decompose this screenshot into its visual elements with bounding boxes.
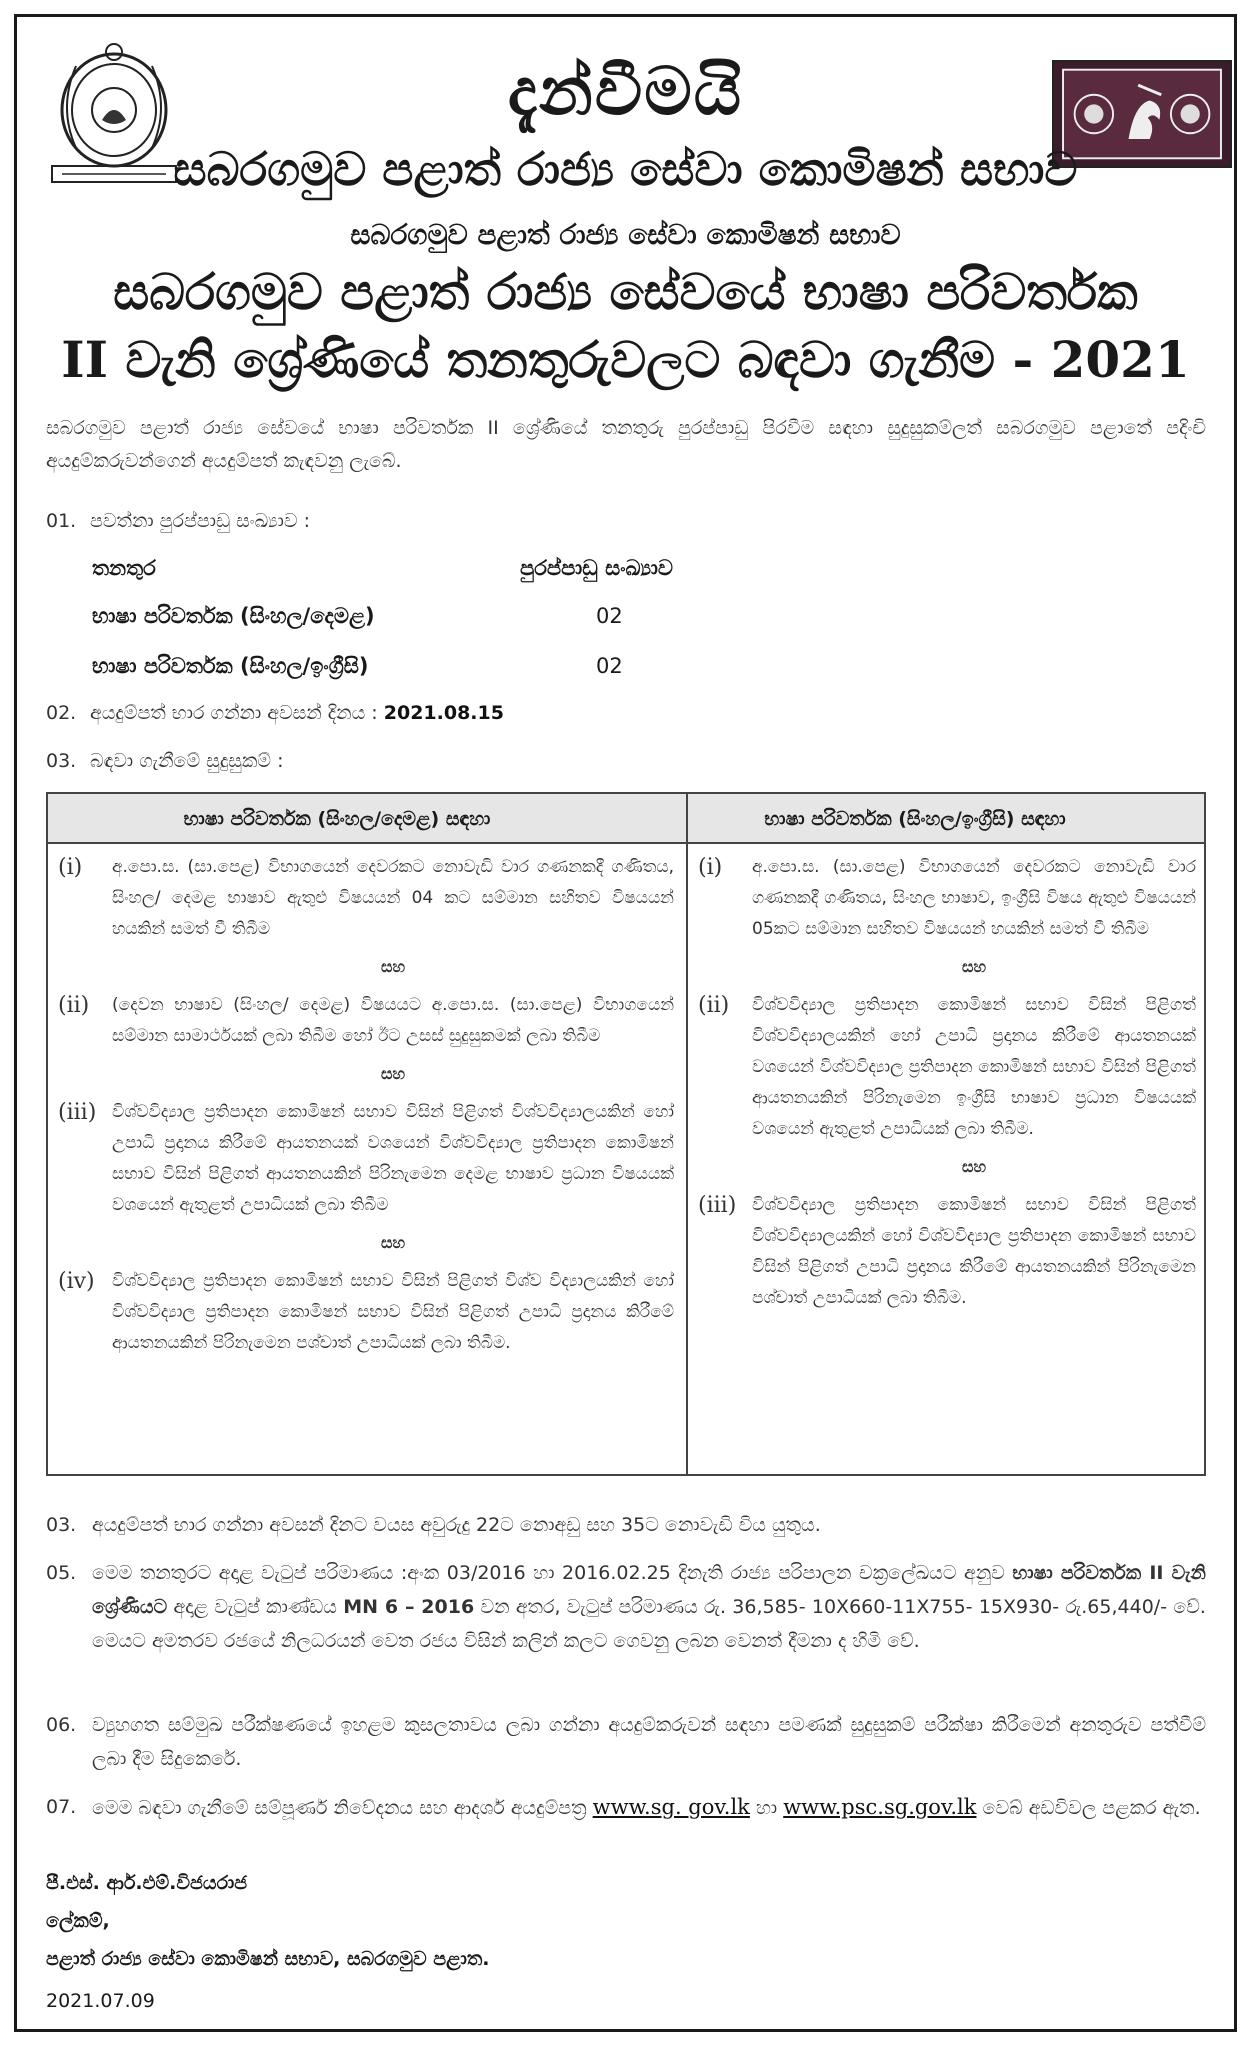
section-03-age: 03. අයදුම්පත් භාර ගන්නා අවසන් දිනට වයස අවුරුදු 22ට නොඅඩු සහ 35ට නොවැඩි විය යුතුය. [46, 1514, 821, 1536]
website-link-psc[interactable]: www.psc.sg.gov.lk [783, 1795, 977, 1819]
column-divider [686, 794, 688, 1474]
section-07-website: 07. මෙම බඳවා ගැනීමේ සම්පූර්ණ නිවේදනය සහ ආදර්ශ අයදුම්පත්‍ර www.sg. gov.lk හා www.psc.sg.gov.lk වෙබ් අඩවිවල පළකර ඇත. [46, 1795, 1201, 1819]
english-translator-requirements [698, 852, 1196, 1320]
and-separator: සහ [961, 957, 987, 976]
vacancy-row-1-count: 02 [596, 604, 623, 628]
heading-line-1: සබරගමුව පළාත් රාජ්‍ය සේවයේ භාෂා පරිවර්තක [113, 262, 1138, 321]
signatory-title: ලේකම්, [46, 1910, 110, 1932]
signatory-organization: පළාත් රාජ්‍ය සේවා කොමිෂන් සභාව, සබරගමුව පළාත. [46, 1948, 490, 1970]
salary-post-name: භාෂා පරිවර්තක II වැනි ශ්‍රේණියට [92, 1562, 1206, 1618]
vacancy-row-2-post: භාෂා පරිවර්තක (සිංහල/ඉංග්‍රීසි) [92, 654, 369, 678]
qualifications-table [46, 792, 1206, 1476]
requirement-item: (i) අ.පො.ස. (සා.පෙළ) විභාගයෙන් දෙවරකට නොවැඩි වාර ගණනකදී ගණිතය, සිංහල භාෂාව, ඉංග්‍රීසි විෂය ඇතුළු විෂයයන් 05කට සම්මාන සහිතව විෂයයන් හයකින් සමත් වී තිබීම [698, 855, 1196, 939]
requirement-item: (i) අ.පො.ස. (සා.පෙළ) විභාගයෙන් දෙවරකට නොවැඩි වාර ගණනකදී ගණිතය, සිංහල/ දෙමළ භාෂාව ඇතුළු විෂයයන් 04 කට සම්මාන සහිතව විෂයයන් හයකින් සමත් වී තිබීම [58, 855, 674, 939]
requirement-item: (ii) (දෙවන භාෂාව (සිංහල/ දෙමළ) විෂයයට අ.පො.ස. (සා.පෙළ) විභාගයෙන් සම්මාන සාමාර්ථයක් ලබා තිබීම හෝ ඊට උසස් සුදුසුකමක් ලබා තිබීම [58, 993, 674, 1046]
tamil-translator-requirements [58, 852, 674, 1365]
requirement-item: (iv) විශ්වවිද්‍යාල ප්‍රතිපාදන කොමිෂන් සභාව විසින් පිළිගත් විශ්ව විද්‍යාලයකින් හෝ විශ්වවිද්‍යාල ප්‍රතිපාදන කොමිෂන් සභාව විසින් පිළිගත් උපාධි ප්‍රදානය කිරීමේ ආයතනයකින් පිරිනැමෙන පශ්චාත් උපාධියක් ලබා තිබීම. [58, 1269, 674, 1353]
section-02: 02. අයදුම්පත් භාර ගන්නා අවසන් දිනය : 2021.08.15 [46, 702, 504, 724]
notice-title: දැන්වීමයි [507, 52, 744, 130]
signatory-name: පී.එස්. ආර්.එම්.විජයරාජ [46, 1872, 248, 1894]
section-01: 01. පවත්නා පුරප්පාඩු සංඛ්‍යාව : [46, 510, 310, 532]
and-separator: සහ [380, 1233, 406, 1252]
organization-name: සබරගමුව පළාත් රාජ්‍ය සේවා කොමිෂන් සභාව [173, 142, 1078, 196]
requirement-item: (iii) විශ්වවිද්‍යාල ප්‍රතිපාදන කොමිෂන් සභාව විසින් පිළිගත් විශ්වවිද්‍යාලයකින් හෝ විශ්වවිද්‍යාල ප්‍රතිපාදන කොමිෂන් සභාව විසින් පිළිගත් උපාධි ප්‍රදානය කිරීමේ ආයතනයකින් පිරිනැමෙන පශ්චාත් උපාධියක් ලබා තිබීම. [698, 1193, 1196, 1308]
heading-line-2: II වැනි ශ්‍රේණියේ තනතුරුවලට බඳවා ගැනීම - 2021 [61, 330, 1190, 389]
requirement-item: (iii) විශ්වවිද්‍යාල ප්‍රතිපාදන කොමිෂන් සභාව විසින් පිළිගත් විශ්වවිද්‍යාලයකින් හෝ උපාධි ප්‍රදානය කිරීමේ ආයතනයක් වශයෙන් විශ්වවිද්‍යාල ප්‍රතිපාදන කොමිෂන් සභාව විසින් පිළිගත් ආයතනයකින් පිරිනැමෙන දෙමළ භාෂාව ප්‍රධාන විෂයයක් වශයෙන් ඇතුළත් උපාධියක් ලබා තිබීම [58, 1100, 674, 1215]
notice-date: 2021.07.09 [46, 1990, 155, 2012]
left-column-header: භාෂා පරිවර්තක (සිංහල/දෙමළ) සඳහා [183, 808, 491, 830]
right-column-header: භාෂා පරිවර්තක (සිංහල/ඉංග්‍රීසි) සඳහා [764, 808, 1066, 830]
closing-date: 2021.08.15 [383, 702, 504, 724]
website-link-sg[interactable]: www.sg. gov.lk [592, 1795, 750, 1819]
requirement-item: (ii) විශ්වවිද්‍යාල ප්‍රතිපාදන කොමිෂන් සභාව විසින් පිළිගත් විශ්වවිද්‍යාලයකින් හෝ උපාධි ප්‍රදානය කිරීමේ ආයතනයක් වශයෙන් විශ්වවිද්‍යාල ප්‍රතිපාදන කොමිෂන් සභාව විසින් පිළිගත් ආයතනයකින් පිරිනැමෙන ඉංග්‍රීසි භාෂාව ප්‍රධාන විෂයයක් වශයෙන් ඇතුළත් උපාධියක් ලබා තිබීම. [698, 993, 1196, 1139]
organization-name-small: සබරගමුව පළාත් රාජ්‍ය සේවා කොමිෂන් සභාව [350, 218, 901, 251]
vacancy-col-post: තනතුර [92, 556, 156, 580]
vacancy-row-2-count: 02 [596, 654, 623, 678]
and-separator: සහ [380, 1064, 406, 1083]
section-05-salary: 05. මෙම තනතුරට අදාළ වැටුප් පරිමාණය :අංක 03/2016 හා 2016.02.25 දිනැති රාජ්‍ය පරිපාලන චක්‍රලේඛයට අනුව භාෂා පරිවර්තක II වැනි ශ්‍රේණියට අදාළ වැටුප් කාණ්ඩය MN 6 – 2016 වන අතර, වැටුප් පරිමාණය රු. 36,585- 10X660-11X755- 15X930- රු.65,440/- වේ. මෙයට අමතරව රජයේ නිලධරයන් වෙත රජය විසින් කලින් කලට ගෙවනු ලබන වෙනත් දීමනා ද හිමි වේ. [46, 1562, 1206, 1652]
intro-paragraph: සබරගමුව පළාත් රාජ්‍ය සේවයේ භාෂා පරිවර්තක II ශ්‍රේණියේ තනතුරු පුරප්පාඩු පිරවීම සඳහා සුදුසුකම්ලත් සබරගමුව පළාතේ පදිංචි අයදුම්කරුවන්ගෙන් අයදුම්පත් කැඳවනු ලැබේ. [46, 417, 1206, 472]
section-06-interview: 06. ව්‍යුහගත සම්මුඛ පරීක්ෂණයේ ඉහළම කුසලතාවය ලබා ගන්නා අයදුම්කරුවන් සඳහා පමණක් සුදුසුකම් පරීක්ෂා කිරීමෙන් අනතුරුව පත්වීම් ලබා දීම සිදුකෙරේ. [46, 1714, 1206, 1770]
qualifications-table-header [48, 794, 1204, 844]
and-separator: සහ [380, 957, 406, 976]
section-03-qualifications: 03. බඳවා ගැනීමේ සුදුසුකම් : [46, 750, 284, 772]
vacancy-row-1-post: භාෂා පරිවර්තක (සිංහල/දෙමළ) [92, 604, 375, 628]
and-separator: සහ [961, 1157, 987, 1176]
vacancy-col-count: පුරප්පාඩු සංඛ්‍යාව [520, 556, 674, 580]
salary-scale-code: MN 6 – 2016 [343, 1596, 475, 1618]
